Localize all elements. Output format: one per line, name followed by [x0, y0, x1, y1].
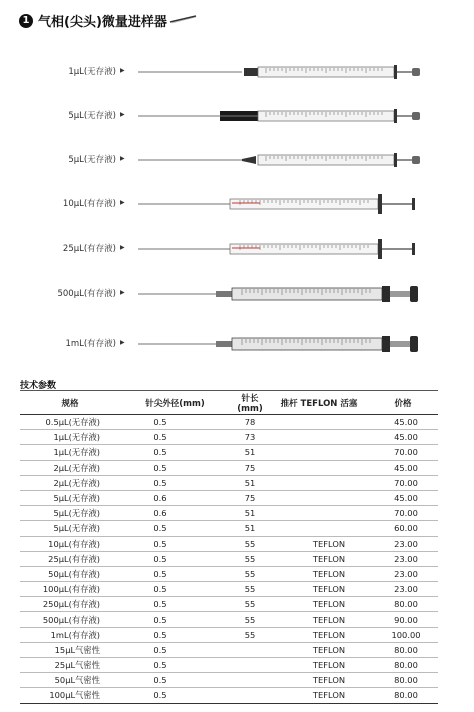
table-cell: 1μL(无存液)	[20, 430, 120, 445]
table-cell: 51	[230, 521, 270, 536]
table-row	[20, 551, 438, 566]
table-row	[20, 415, 438, 430]
table-cell	[270, 460, 368, 475]
table-cell: 2μL(无存液)	[20, 475, 120, 490]
spec-table	[20, 390, 438, 704]
table-row	[20, 506, 438, 521]
syringe-image	[132, 148, 427, 172]
table-cell: 45.00	[368, 460, 438, 475]
table-cell: 5μL(无存液)	[20, 521, 120, 536]
table-cell	[270, 415, 368, 430]
table-cell: 250μL(有存液)	[20, 597, 120, 612]
table-cell: TEFLON	[270, 551, 368, 566]
table-row	[20, 430, 438, 445]
table-cell: 73	[230, 430, 270, 445]
page-title-text: 气相(尖头)微量进样器	[38, 15, 167, 30]
table-cell: 51	[230, 475, 270, 490]
table-cell: TEFLON	[270, 597, 368, 612]
table-cell: 70.00	[368, 445, 438, 460]
syringe-label: 5μL(无存液)	[68, 155, 116, 165]
column-header: 推杆 TEFLON 活塞	[270, 391, 368, 415]
table-row	[20, 688, 438, 703]
table-cell: 23.00	[368, 582, 438, 597]
table-cell: 0.5	[120, 475, 230, 490]
table-cell: 1μL(无存液)	[20, 445, 120, 460]
table-cell: 78	[230, 415, 270, 430]
column-header: 价格	[368, 391, 438, 415]
table-cell: TEFLON	[270, 612, 368, 627]
table-cell: 23.00	[368, 551, 438, 566]
syringe-label: 10μL(有存液)	[62, 199, 116, 209]
table-cell	[270, 430, 368, 445]
table-cell: 50μL气密性	[20, 673, 120, 688]
table-cell: 0.5	[120, 430, 230, 445]
table-cell: 75	[230, 460, 270, 475]
table-cell: 45.00	[368, 490, 438, 505]
syringe-image	[132, 237, 427, 261]
bullet-arrow-icon: ▶	[120, 67, 125, 74]
column-header: 针尖外径(mm)	[120, 391, 230, 415]
table-cell: 100.00	[368, 627, 438, 642]
table-cell: 0.5	[120, 536, 230, 551]
table-cell: 51	[230, 445, 270, 460]
bullet-arrow-icon: ▶	[120, 289, 125, 296]
table-header-row	[20, 391, 438, 415]
table-cell: 0.5	[120, 658, 230, 673]
section-title: 技术参数	[20, 381, 57, 391]
syringe-image	[132, 332, 427, 356]
table-cell: 10μL(有存液)	[20, 536, 120, 551]
table-cell	[270, 445, 368, 460]
table-cell: 70.00	[368, 506, 438, 521]
table-cell: 25μL气密性	[20, 658, 120, 673]
table-row	[20, 597, 438, 612]
table-row	[20, 673, 438, 688]
table-cell: 0.5	[120, 415, 230, 430]
table-cell: 0.5	[120, 688, 230, 703]
syringe-label: 5μL(无存液)	[68, 111, 116, 121]
bullet-arrow-icon: ▶	[120, 339, 125, 346]
table-cell: TEFLON	[270, 688, 368, 703]
table-row	[20, 566, 438, 581]
table-row	[20, 658, 438, 673]
needle-icon	[168, 13, 198, 25]
bullet-arrow-icon: ▶	[120, 111, 125, 118]
table-cell: 0.6	[120, 506, 230, 521]
table-cell: 0.5μL(无存液)	[20, 415, 120, 430]
table-cell: 45.00	[368, 430, 438, 445]
bullet-arrow-icon: ▶	[120, 155, 125, 162]
table-row	[20, 445, 438, 460]
table-cell: TEFLON	[270, 582, 368, 597]
table-cell: 500μL(有存液)	[20, 612, 120, 627]
table-row	[20, 460, 438, 475]
table-cell: 55	[230, 597, 270, 612]
table-cell: 55	[230, 566, 270, 581]
table-row	[20, 536, 438, 551]
table-cell: 55	[230, 536, 270, 551]
syringe-label: 25μL(有存液)	[62, 244, 116, 254]
column-header: 针长(mm)	[230, 391, 270, 415]
table-cell	[230, 673, 270, 688]
table-cell: 1mL(有存液)	[20, 627, 120, 642]
table-cell: 100μL气密性	[20, 688, 120, 703]
table-cell: 5μL(无存液)	[20, 506, 120, 521]
table-cell: 80.00	[368, 658, 438, 673]
table-cell	[270, 506, 368, 521]
table-cell: 45.00	[368, 415, 438, 430]
syringe-image	[132, 282, 427, 306]
syringe-image	[132, 104, 427, 128]
table-cell	[230, 688, 270, 703]
table-cell	[270, 475, 368, 490]
column-header: 规格	[20, 391, 120, 415]
syringe-label: 1μL(无存液)	[68, 67, 116, 77]
table-cell: 55	[230, 612, 270, 627]
table-cell: 80.00	[368, 673, 438, 688]
table-cell: 51	[230, 506, 270, 521]
table-cell: 100μL(有存液)	[20, 582, 120, 597]
table-cell: 15μL气密性	[20, 642, 120, 657]
table-row	[20, 642, 438, 657]
table-cell: 0.5	[120, 627, 230, 642]
table-cell	[230, 658, 270, 673]
page-title	[19, 11, 167, 30]
number-badge: 1	[19, 14, 33, 28]
table-row	[20, 627, 438, 642]
table-cell	[270, 490, 368, 505]
table-cell: 25μL(有存液)	[20, 551, 120, 566]
table-cell: 0.5	[120, 551, 230, 566]
table-cell: TEFLON	[270, 566, 368, 581]
table-cell: 5μL(无存液)	[20, 490, 120, 505]
table-cell: 55	[230, 582, 270, 597]
bullet-arrow-icon: ▶	[120, 199, 125, 206]
syringe-image	[132, 192, 427, 216]
table-cell: 55	[230, 627, 270, 642]
table-cell: 80.00	[368, 597, 438, 612]
table-row	[20, 521, 438, 536]
table-cell: 90.00	[368, 612, 438, 627]
table-cell: 0.6	[120, 490, 230, 505]
table-cell: 0.5	[120, 612, 230, 627]
table-cell: 0.5	[120, 582, 230, 597]
table-cell: 50μL(有存液)	[20, 566, 120, 581]
table-cell: TEFLON	[270, 627, 368, 642]
table-cell: 0.5	[120, 566, 230, 581]
table-row	[20, 612, 438, 627]
table-cell: TEFLON	[270, 536, 368, 551]
syringe-label: 500μL(有存液)	[57, 289, 116, 299]
table-cell: 2μL(无存液)	[20, 460, 120, 475]
table-row	[20, 475, 438, 490]
table-cell: 0.5	[120, 597, 230, 612]
table-cell: 0.5	[120, 642, 230, 657]
table-cell: 0.5	[120, 445, 230, 460]
table-cell	[230, 642, 270, 657]
table-cell: 0.5	[120, 460, 230, 475]
table-cell: 75	[230, 490, 270, 505]
table-cell: TEFLON	[270, 642, 368, 657]
table-row	[20, 582, 438, 597]
table-cell: TEFLON	[270, 673, 368, 688]
syringe-image	[132, 60, 427, 84]
table-cell: 0.5	[120, 521, 230, 536]
table-cell: 23.00	[368, 536, 438, 551]
table-cell: 60.00	[368, 521, 438, 536]
table-cell: 70.00	[368, 475, 438, 490]
table-cell: 23.00	[368, 566, 438, 581]
table-cell: 55	[230, 551, 270, 566]
table-cell: 80.00	[368, 688, 438, 703]
table-cell	[270, 521, 368, 536]
bullet-arrow-icon: ▶	[120, 244, 125, 251]
table-cell: TEFLON	[270, 658, 368, 673]
syringe-label: 1mL(有存液)	[65, 339, 116, 349]
table-cell: 0.5	[120, 673, 230, 688]
table-cell: 80.00	[368, 642, 438, 657]
table-row	[20, 490, 438, 505]
